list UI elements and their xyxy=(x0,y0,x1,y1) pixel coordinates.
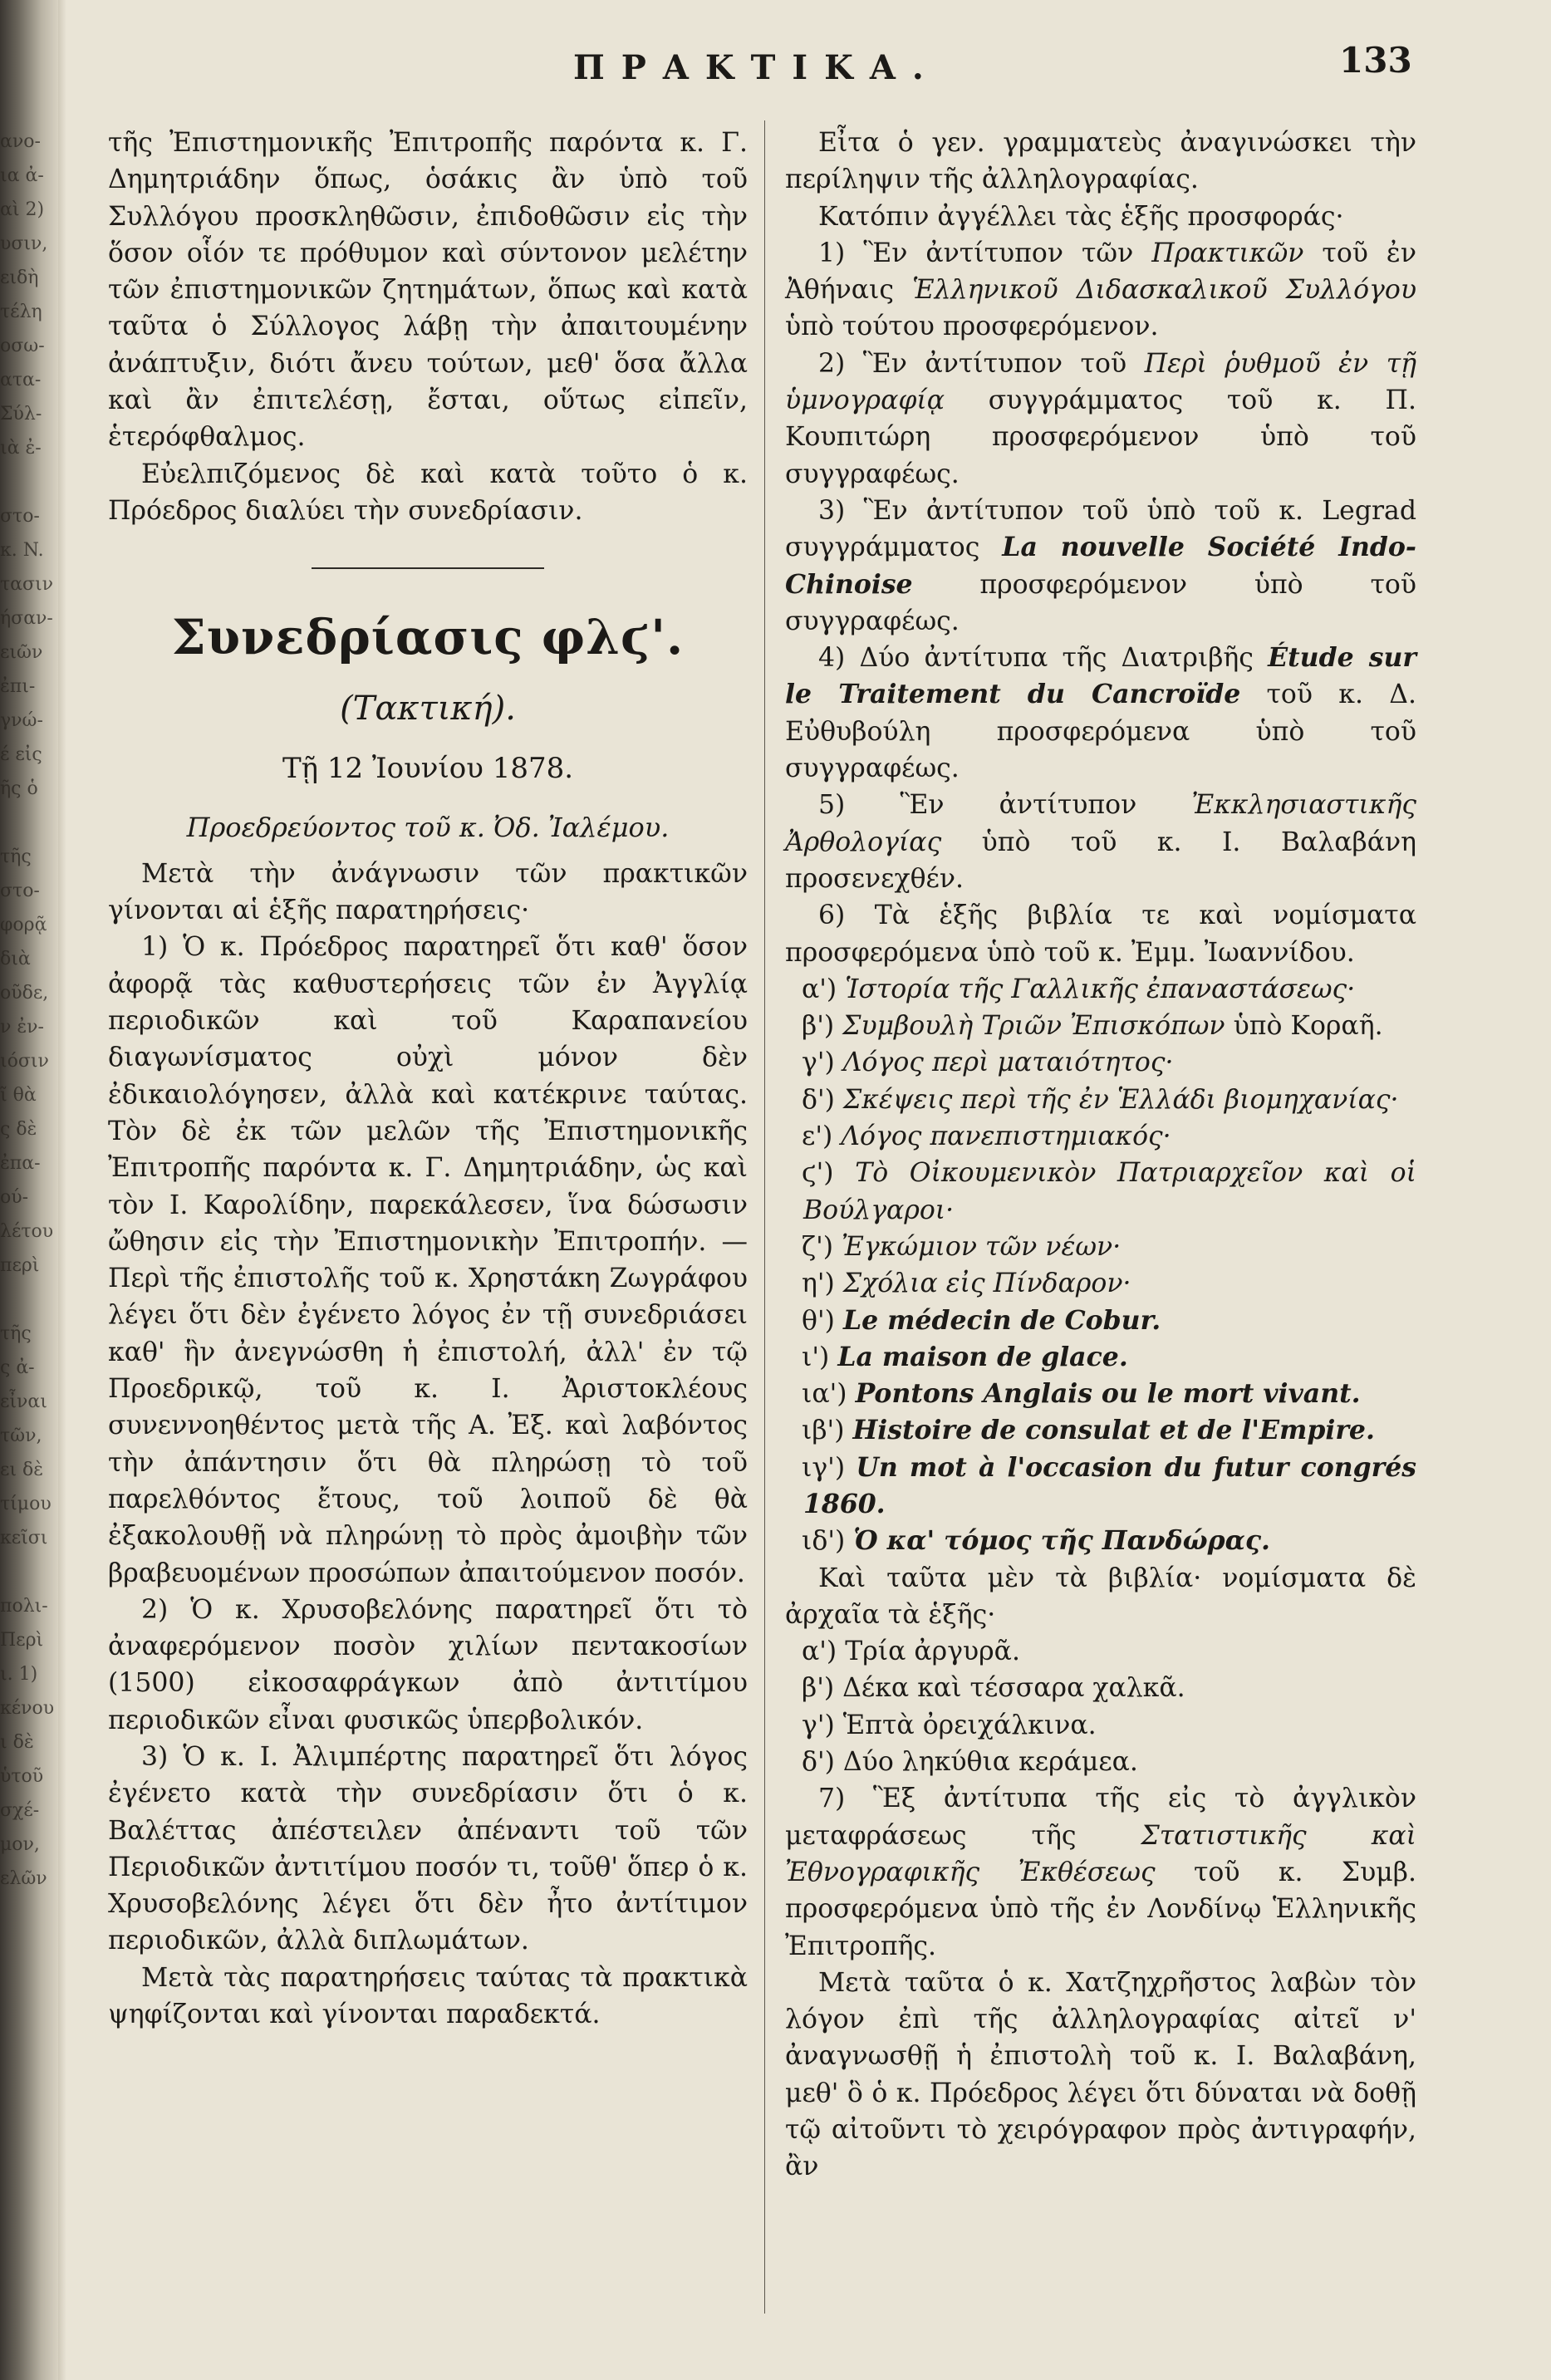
book-item xyxy=(785,1412,1416,1449)
offer-5-text-2: ὑπὸ τοῦ κ. Ι. Βαλαβάνη προσενεχθέν. xyxy=(785,827,1416,894)
offer-3-title: La nouvelle Société Indo-Chinoise xyxy=(785,532,1416,600)
book-item-number: ε') xyxy=(802,1121,842,1152)
bleed-fragment: Σύλ- xyxy=(0,404,42,424)
book-item xyxy=(785,1082,1416,1118)
right-column xyxy=(785,125,1416,2186)
book-item-title: Τὸ Οἰκουμενικὸν Πατριαρχεῖον καὶ οἱ Βούλγαροι· xyxy=(803,1158,1416,1225)
bleed-fragment: ἐπι- xyxy=(0,676,36,697)
book-item-title: Un mot à l'occasion du futur congrés 1860. xyxy=(803,1451,1416,1519)
presiding-line: Προεδρεύοντος τοῦ κ. Ὀδ. Ἰαλέμου. xyxy=(186,811,670,843)
coin-item: δ') Δύο ληκύθια κεράμεα. xyxy=(802,1747,1138,1778)
bleed-fragment: τῆς xyxy=(0,1323,32,1344)
bleed-fragment: ς ἀ- xyxy=(0,1357,35,1378)
book-item xyxy=(785,1044,1416,1081)
book-item-number: ιδ') xyxy=(802,1526,854,1557)
bleed-fragment: Περὶ xyxy=(0,1630,44,1651)
bleed-fragment: στο- xyxy=(0,506,40,527)
remark-3: 3) Ὁ κ. Ι. Ἀλιμπέρτης παρατηρεῖ ὅτι λόγος ἐγένετο κατὰ τὴν συνεδρίασιν ὅτι ὁ κ. Βαλέττας ἀπέστειλεν ἀπέναντι τοῦ τῶν Περιοδικῶν ἀντιτίμου ποσόν τι, τοῦθ' ὅπερ ὁ κ. Χρυσοβελόνης λέγει ὅτι δὲν ἦτο ἀντίτιμον περιοδικῶν, ἀλλὰ διπλωμάτων. xyxy=(108,1741,748,1956)
offer-4 xyxy=(785,640,1416,787)
offer-5-text: 5) Ἓν ἀντίτυπον xyxy=(818,790,1192,821)
closing-paragraph: Εὐελπιζόμενος δὲ καὶ κατὰ τοῦτο ὁ κ. Πρόεδρος διαλύει τὴν συνεδρίασιν. xyxy=(108,459,748,526)
bleed-fragment xyxy=(0,1555,55,1589)
book-item-number: δ') xyxy=(802,1084,843,1115)
bleed-fragment: έ εἰς xyxy=(0,744,42,765)
bleed-fragment: οσω- xyxy=(0,336,45,356)
book-item-number: γ') xyxy=(802,1048,843,1078)
bleed-fragment: ήσαν- xyxy=(0,608,53,629)
coin-item: β') Δέκα καὶ τέσσαρα χαλκᾶ. xyxy=(802,1673,1185,1704)
bleed-fragment: υσιν, xyxy=(0,233,48,254)
bleed-fragment: σχέ- xyxy=(0,1800,40,1821)
bleed-fragment: ς δὲ xyxy=(0,1119,37,1140)
offer-2 xyxy=(785,346,1416,493)
bleed-fragment: εἶναι xyxy=(0,1391,47,1412)
offer-2-title: Περὶ ῥυθμοῦ ἐν τῇ ὑμνογραφίᾳ xyxy=(785,348,1417,416)
session-type: (Τακτική). xyxy=(340,689,516,729)
session-date: Τῇ 12 Ἰουνίου 1878. xyxy=(282,752,574,786)
bleed-fragment: ιὰ ἐ- xyxy=(0,438,42,459)
bleed-fragment xyxy=(0,806,55,840)
bleed-fragment: ού- xyxy=(0,1187,29,1208)
bleed-fragment: ῆς ὁ xyxy=(0,778,38,799)
bleed-fragment: ι. 1) xyxy=(0,1664,38,1685)
bleed-fragment: γνώ- xyxy=(0,710,43,731)
intro-paragraph: τῆς Ἐπιστημονικῆς Ἐπιτροπῆς παρόντα κ. Γ. Δημητριάδην ὅπως, ὁσάκις ἂν ὑπὸ τοῦ Συλλόγου προσκληθῶσιν, ἐπιδοθῶσιν εἰς τὴν ὅσον οἷόν τε πρόθυμον καὶ σύντονον μελέτην τῶν ἐπιστημονικῶν ζητημάτων, ὅπως καὶ κατὰ ταῦτα ὁ Σύλλογος λάβῃ τὴν ἀπαιτουμένην ἀνάπτυξιν, διότι ἄνευ τούτων, μεθ' ὅσα ἄλλα καὶ ἂν ἐπιτελέσῃ, ἔσται, οὕτως εἰπεῖν, ἑτερόφθαλμος. xyxy=(108,128,748,453)
book-item xyxy=(785,1155,1416,1229)
book-item-title: Λόγος πανεπιστημιακός· xyxy=(841,1121,1171,1152)
book-list xyxy=(785,971,1416,1560)
bleed-fragment: φορᾷ xyxy=(0,915,47,935)
bleed-fragment: ι δὲ xyxy=(0,1732,34,1753)
offer-2-text-2: συγγράμματος τοῦ κ. Π. Κουπιτώρη προσφερόμενον ὑπὸ τοῦ συγγραφέως. xyxy=(785,385,1416,489)
bleed-fragment: ιόσιν xyxy=(0,1051,49,1072)
book-item xyxy=(785,1523,1416,1559)
remark-2: 2) Ὁ κ. Χρυσοβελόνης παρατηρεῖ ὅτι τὸ ἀναφερόμενον ποσὸν χιλίων πεντακοσίων (1500) εἰκοσαφράγκων ἀπὸ ἀντιτίμου περιοδικῶν εἶναι φυσικῶς ὑπερβολικόν. xyxy=(108,1594,748,1735)
book-item-title: Λόγος περὶ ματαιότητος· xyxy=(842,1048,1174,1078)
bleed-fragment: κεῖσι xyxy=(0,1528,48,1548)
bleed-fragment: διὰ xyxy=(0,949,31,969)
offer-3 xyxy=(785,493,1416,640)
bleed-fragment: ειῶν xyxy=(0,642,43,663)
bleed-fragment: ια ἀ- xyxy=(0,165,44,186)
bleed-fragment: πολι- xyxy=(0,1596,48,1617)
final-paragraph: Μετὰ τὰς παρατηρήσεις ταύτας τὰ πρακτικὰ ψηφίζονται καὶ γίνονται παραδεκτά. xyxy=(108,1962,748,2030)
book-item-title: Pontons Anglais ou le mort vivant. xyxy=(855,1378,1361,1410)
bleed-fragment: τέλη xyxy=(0,302,42,322)
offer-6: 6) Τὰ ἑξῆς βιβλία τε καὶ νομίσματα προσφερόμενα ὑπὸ τοῦ κ. Ἐμμ. Ἰωαννίδου. xyxy=(785,900,1416,968)
book-item-title: Σχόλια εἰς Πίνδαρον· xyxy=(842,1269,1131,1299)
offer-1-title: Πρακτικῶν xyxy=(1151,238,1304,268)
book-item-title: Le médecin de Cobur. xyxy=(842,1304,1161,1336)
bleed-fragment: αὶ 2) xyxy=(0,199,45,220)
bleed-fragment: τῆς xyxy=(0,846,32,867)
offer-3-text-2: προσφερόμενον ὑπὸ τοῦ συγγραφέως. xyxy=(785,569,1416,636)
offers-intro: Κατόπιν ἀγγέλλει τὰς ἑξῆς προσφοράς· xyxy=(818,201,1344,232)
book-item-number: α') xyxy=(802,974,846,1004)
bleed-fragment: κένου xyxy=(0,1698,55,1719)
book-item-number: η') xyxy=(802,1269,843,1299)
book-item xyxy=(785,1118,1416,1155)
book-item-title: Σκέψεις περὶ τῆς ἐν Ἑλλάδι βιομηχανίας· xyxy=(842,1084,1399,1115)
bleed-fragment: ὑτοῦ xyxy=(0,1766,44,1787)
offer-4-title: Étude sur le Traitement du Cancroïde xyxy=(785,642,1416,710)
book-item xyxy=(785,1339,1416,1376)
offer-4-text-2: τοῦ κ. Δ. Εὐθυβούλη προσφερόμενα ὑπὸ τοῦ συγγραφέως. xyxy=(785,680,1416,784)
book-item-number: ζ') xyxy=(802,1231,842,1262)
offer-7-text: 7) Ἓξ ἀντίτυπα τῆς εἰς τὸ ἀγγλικὸν μεταφράσεως τῆς xyxy=(785,1784,1416,1851)
bleed-fragment: ει δὲ xyxy=(0,1460,44,1480)
book-item-number: ιγ') xyxy=(802,1452,856,1483)
book-item-note: ὑπὸ Κοραῆ. xyxy=(1225,1011,1383,1042)
book-item xyxy=(785,1376,1416,1412)
bleed-fragment: λέτου xyxy=(0,1221,54,1242)
book-item-title: Ἱστορία τῆς Γαλλικῆς ἐπαναστάσεως· xyxy=(845,974,1356,1004)
bleed-fragment: περὶ xyxy=(0,1255,40,1276)
book-item-number: ϛ') xyxy=(802,1158,856,1189)
book-item-title: Ἐγκώμιον τῶν νέων· xyxy=(842,1231,1122,1262)
book-item xyxy=(785,1229,1416,1265)
bleed-fragment: κ. N. xyxy=(0,540,44,561)
offer-1-text: 1) Ἓν ἀντίτυπον τῶν xyxy=(818,238,1152,268)
book-item-number: θ') xyxy=(802,1305,843,1336)
bleed-fragment: ατα- xyxy=(0,370,42,390)
bleed-fragment: οῦδε, xyxy=(0,983,49,1004)
book-item-number: ιβ') xyxy=(802,1416,853,1446)
bleed-fragment: τασιν xyxy=(0,574,54,595)
book-item-title: La maison de glace. xyxy=(837,1341,1128,1372)
book-item xyxy=(785,1303,1416,1339)
left-column xyxy=(108,125,748,2033)
bleed-fragment: μον, xyxy=(0,1834,40,1855)
offer-2-text: 2) Ἓν ἀντίτυπον τοῦ xyxy=(818,348,1145,379)
session-title: Συνεδρίασις φλϛ'. xyxy=(171,609,685,666)
book-item xyxy=(785,1450,1416,1524)
bleed-fragment: ανο- xyxy=(0,131,41,152)
offer-1 xyxy=(785,235,1416,346)
book-item xyxy=(785,1008,1416,1044)
offer-1-society: Ἑλληνικοῦ Διδασκαλικοῦ Συλλόγου xyxy=(912,275,1416,306)
remark-1: 1) Ὁ κ. Πρόεδρος παρατηρεῖ ὅτι καθ' ὅσον ἀφορᾷ τὰς καθυστερήσεις τῶν ἐν Ἀγγλίᾳ περιοδικῶν καὶ τοῦ Καραπανείου διαγωνίσματος οὐχὶ μόνον δὲν ἐδικαιολόγησεν, ἀλλὰ καὶ κατέκρινε ταύτας. Τὸν δὲ ἐκ τῶν μελῶν τῆς Ἐπιστημονικῆς Ἐπιτροπῆς παρόντα κ. Γ. Δημητριάδην, ὡς καὶ τὸν Ι. Καρολίδην, παρεκάλεσεν, ἵνα δώσωσιν ὤθησιν εἰς τὴν Ἐπιστημονικὴν Ἐπιτροπήν. — Περὶ τῆς ἐπιστολῆς τοῦ κ. Χρηστάκη Ζωγράφου λέγει ὅτι δὲν ἐγένετο λόγος ἐν τῇ συνεδριάσει καθ' ἣν ἀνεγνώσθη ἡ ἐπιστολή, ἀλλ' ἐν τῷ Προεδρικῷ, τοῦ κ. Ι. Ἀριστοκλέους συνεννοηθέντος μετὰ τῆς Α. Ἐξ. καὶ λαβόντος τὴν ἀπάντησιν ὅτι θὰ πληρώσῃ τὸ τοῦ παρελθόντος ἔτους, τοῦ λοιποῦ δὲ θὰ ἐξακολουθῇ νὰ πληρώνῃ τὸ πρὸς ἀμοιβὴν τῶν βραβευομένων προσώπων ἀπαιτούμενον ποσόν. xyxy=(108,932,748,1588)
bleed-fragment: τῶν, xyxy=(0,1426,42,1446)
offer-1-text-3: ὑπὸ τούτου προσφερόμενον. xyxy=(785,312,1159,342)
bleed-fragment xyxy=(0,465,55,499)
book-item-number: ια') xyxy=(802,1379,856,1410)
bleed-fragment: ῖ θὰ xyxy=(0,1085,37,1106)
section-rule xyxy=(312,567,544,569)
correspondence-paragraph: Εἶτα ὁ γεν. γραμματεὺς ἀναγινώσκει τὴν περίληψιν τῆς ἀλληλογραφίας. xyxy=(785,128,1416,195)
bleed-fragment: τίμου xyxy=(0,1494,52,1514)
offer-1-text-2: τοῦ ἐν Ἀθήναις xyxy=(785,238,1416,306)
coin-list xyxy=(785,1633,1416,1780)
offer-5-title: Ἐκκλησιαστικῆς Ἀρθολογίας xyxy=(785,790,1416,857)
running-header: ΠΡΑΚΤΙΚΑ. xyxy=(573,48,940,87)
bleed-fragment xyxy=(0,1283,55,1317)
book-item xyxy=(785,971,1416,1008)
remarks-intro: Μετὰ τὴν ἀνάγνωσιν τῶν πρακτικῶν γίνονται αἱ ἑξῆς παρατηρήσεις· xyxy=(108,858,748,926)
page-spine-shadow xyxy=(58,0,66,2380)
book-item-number: β') xyxy=(802,1011,843,1042)
offer-7 xyxy=(785,1780,1416,1964)
book-item xyxy=(785,1265,1416,1302)
coins-intro: Καὶ ταῦτα μὲν τὰ βιβλία· νομίσματα δὲ ἀρχαῖα τὰ ἑξῆς· xyxy=(785,1563,1416,1630)
bleed-fragment: ειδὴ xyxy=(0,267,39,288)
book-item-number: ι') xyxy=(802,1342,838,1372)
bleed-fragment: ν ἐν- xyxy=(0,1017,44,1038)
book-item-title: Ὁ κα' τόμος τῆς Πανδώρας. xyxy=(853,1525,1271,1557)
offer-5 xyxy=(785,787,1416,897)
offer-3-text: 3) Ἓν ἀντίτυπον τοῦ ὑπὸ τοῦ κ. Legrad συγγράμματος xyxy=(785,495,1416,563)
closing-paragraph-right: Μετὰ ταῦτα ὁ κ. Χατζηχρῆστος λαβὼν τὸν λόγον ἐπὶ τῆς ἀλληλογραφίας αἰτεῖ ν' ἀναγνωσθῇ ἡ ἐπιστολὴ τοῦ κ. Ι. Βαλαβάνη, μεθ' ὃ ὁ κ. Πρόεδρος λέγει ὅτι δύναται νὰ δοθῇ τῷ αἰτοῦντι τὸ χειρόγραφον πρὸς ἀντιγραφήν, ἂν xyxy=(785,1967,1416,2182)
coin-item: γ') Ἑπτὰ ὀρειχάλκινα. xyxy=(802,1710,1097,1740)
offer-7-text-2: τοῦ κ. Συμβ. προσφερόμενα ὑπὸ τῆς ἐν Λονδίνῳ Ἑλληνικῆς Ἐπιτροπῆς. xyxy=(785,1857,1416,1961)
offer-7-title: Στατιστικῆς καὶ Ἐθνογραφικῆς Ἐκθέσεως xyxy=(785,1820,1416,1887)
coin-item: α') Τρία ἀργυρᾶ. xyxy=(802,1637,1020,1667)
book-item-title: Histoire de consulat et de l'Empire. xyxy=(852,1415,1375,1446)
offer-4-text: 4) Δύο ἀντίτυπα τῆς Διατριβῆς xyxy=(818,643,1269,674)
bleed-fragment: ἐπα- xyxy=(0,1153,41,1174)
page-number: 133 xyxy=(1339,40,1412,81)
book-item-title: Συμβουλὴ Τριῶν Ἐπισκόπων xyxy=(842,1011,1225,1042)
bleed-fragment: στο- xyxy=(0,881,40,901)
bleed-fragment: ελῶν xyxy=(0,1868,47,1889)
column-divider xyxy=(764,120,765,2314)
facing-page-bleed xyxy=(0,125,55,1896)
